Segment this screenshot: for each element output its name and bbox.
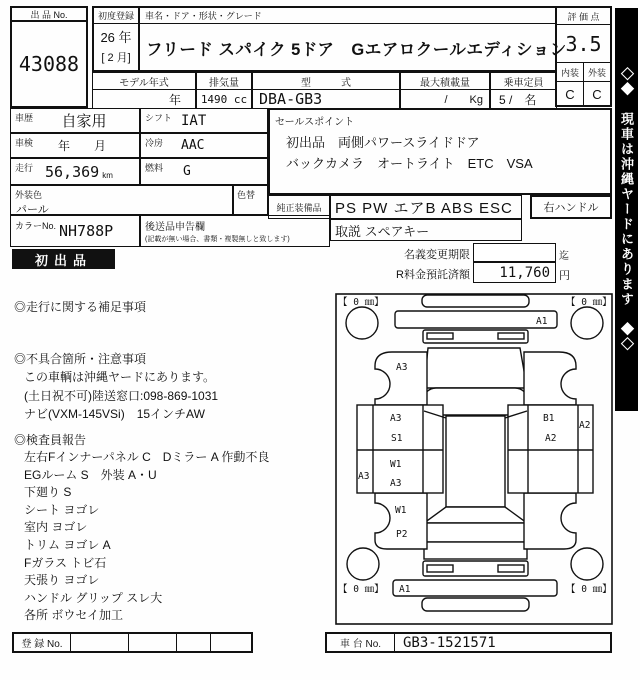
registration-cell <box>211 634 251 651</box>
label-front-left-fender: A3 <box>396 362 408 373</box>
equipment-value: PS PW エアB ABS ESC <box>330 195 522 219</box>
color-change-label: 色替 <box>237 190 256 200</box>
front-left-fender-shape <box>375 352 427 405</box>
okinawa-banner-text: ◇◆ 現車は沖縄ヤードにあります ◆◇ <box>619 67 634 352</box>
grade-score-box <box>555 6 612 107</box>
shift-label: シフト <box>145 113 173 123</box>
late-items-box <box>140 215 330 247</box>
vehicle-history-cell <box>10 108 140 133</box>
chassis-number-table <box>325 632 612 653</box>
exterior-color: パール <box>16 204 49 216</box>
first-registration-year: 26 年 <box>100 29 132 45</box>
label-rear-bumper: A1 <box>399 584 411 595</box>
inspection-label: 車検 <box>15 138 34 148</box>
recycle-deposit-amount: 11,760 <box>473 262 556 283</box>
tread-front-left-label: 【 0 ㎜】 <box>338 297 384 308</box>
lot-number: 43088 <box>10 20 88 108</box>
registration-number-table <box>12 632 253 653</box>
chassis-number-label: 車 台 No. <box>327 634 395 651</box>
recycle-deposit-label: R料金預託済額 <box>396 269 470 281</box>
registration-cell <box>177 634 211 651</box>
headlight-right <box>498 333 524 339</box>
interior-grade: C <box>557 82 584 106</box>
inspector-line: トリム ヨゴレ A <box>24 537 111 552</box>
inspector-report-title: ◎検査員報告 <box>14 433 87 447</box>
inspector-line: 左右Fインナーパネル C Dミラー A 作動不良 <box>24 450 270 464</box>
displacement-value: 1490 cc <box>196 89 252 109</box>
defect-line: (土日祝不可)陸送窓口:098-869-1031 <box>24 388 219 403</box>
model-code-label: 型 式 <box>252 72 400 90</box>
label-left-front-door-2: S1 <box>391 433 403 444</box>
label-left-quarter-2: P2 <box>396 529 408 540</box>
label-right-slide-door-2: A2 <box>545 433 557 444</box>
registration-cell <box>71 634 129 651</box>
exterior-color-label: 外装色 <box>15 190 43 200</box>
inspector-line: ハンドル グリップ スレ大 <box>24 590 163 605</box>
late-items-note: (記載が無い場合、書類・複製無しと致します) <box>145 236 290 243</box>
mileage-note-title: ◎走行に関する補足事項 <box>14 300 147 314</box>
defect-notes <box>24 368 218 424</box>
sales-points-box <box>268 108 612 195</box>
registration-number-label: 登 録 No. <box>14 634 71 651</box>
taillight-right <box>498 565 524 572</box>
mileage-cell <box>10 158 140 185</box>
transfer-deadline-label: 名義変更期限 <box>404 249 470 261</box>
sales-points-line1: 初出品 両側パワースライドドア <box>286 135 480 150</box>
model-year-value: 年 <box>92 89 196 109</box>
first-registration-month: [ 2 月] <box>101 52 131 64</box>
recycle-deposit-unit: 円 <box>559 270 570 282</box>
car-damage-diagram <box>331 290 613 630</box>
label-left-front-door-1: A3 <box>390 413 402 424</box>
tread-front-right-label: 【 0 ㎜】 <box>566 297 612 308</box>
color-number-cell <box>10 215 140 247</box>
defect-line: この車輌は沖縄ヤードにあります。 <box>24 370 216 384</box>
chassis-number: GB3-1521571 <box>403 634 496 651</box>
vehicle-history-label: 車歴 <box>15 113 34 123</box>
exterior-grade: C <box>592 86 602 102</box>
headlight-left <box>427 333 453 339</box>
equipment-label: 純正装備品 <box>268 195 330 219</box>
windshield-shape <box>424 348 527 388</box>
tread-rear-left-label: 【 0 ㎜】 <box>338 584 384 595</box>
label-left-quarter-1: W1 <box>395 505 407 516</box>
color-number: NH788P <box>59 222 114 240</box>
fuel-label: 燃料 <box>145 163 164 173</box>
inspector-line: Fガラス トビ石 <box>24 555 107 570</box>
rear-hatch-upper <box>424 523 527 542</box>
inspection-cell <box>10 133 140 158</box>
max-load-value: / Kg <box>400 89 490 109</box>
shift-value: IAT <box>181 112 207 129</box>
taillight-left <box>427 565 453 572</box>
label-left-sill: A3 <box>358 471 370 482</box>
front-right-fender-shape <box>524 352 576 405</box>
capacity-value: 5 / 名 <box>490 89 557 109</box>
label-left-slide-door-1: W1 <box>390 459 402 470</box>
label-left-slide-door-2: A3 <box>390 478 402 489</box>
color-number-label: カラーNo. <box>15 221 57 231</box>
roof-shape <box>446 416 505 507</box>
vehicle-name-box <box>138 6 567 72</box>
mileage-value: 56,369 <box>45 162 100 181</box>
exterior-label: 外装 <box>587 67 606 78</box>
mileage-label: 走行 <box>15 163 34 173</box>
grade-score: 3.5 <box>557 25 610 63</box>
late-items-label: 後送品申告欄 <box>145 222 205 233</box>
capacity-label: 乗車定員 <box>490 72 557 90</box>
model-year-label: モデル年式 <box>92 72 196 90</box>
first-registration-box <box>92 6 140 72</box>
inspector-line: EGルーム S 外装 A・U <box>24 467 157 482</box>
model-code-value: DBA-GB3 <box>252 89 400 109</box>
shift-cell <box>140 108 268 133</box>
inspector-line: 室内 ヨゴレ <box>24 520 88 535</box>
registration-cell <box>129 634 177 651</box>
rear-left-quarter-shape <box>375 493 427 549</box>
ac-label: 冷房 <box>145 138 164 148</box>
ac-cell <box>140 133 268 158</box>
rear-hatch-lower <box>424 542 527 559</box>
rear-right-quarter-shape <box>524 493 576 549</box>
rear-bumper-shape <box>393 580 557 596</box>
rear-lower-bar <box>422 598 529 611</box>
transfer-deadline-suffix: 迄 <box>559 251 569 262</box>
fuel-cell <box>140 158 268 185</box>
inspector-line: 天張り ヨゴレ <box>24 573 100 588</box>
tread-rear-right-label: 【 0 ㎜】 <box>566 584 612 595</box>
vehicle-history: 自家用 <box>61 113 107 130</box>
interior-label: 内装 <box>557 63 584 81</box>
ac-value: AAC <box>181 138 205 153</box>
label-right-sill: A2 <box>579 420 591 431</box>
displacement-label: 排気量 <box>196 72 252 90</box>
first-registration-label: 初度登録 <box>94 8 138 24</box>
manual-sparekey: 取説 スペアキー <box>330 219 522 241</box>
first-listing-badge: 初出品 <box>12 249 115 269</box>
color-change-cell <box>233 185 268 215</box>
front-bumper-shape <box>395 311 557 328</box>
vehicle-name: フリード スパイク 5ドア Gエアロクールエディション <box>146 40 567 59</box>
tire-front-right <box>571 307 603 339</box>
inspector-line: シート ヨゴレ <box>24 502 100 517</box>
sales-points-line2: バックカメラ オートライト ETC VSA <box>286 156 533 171</box>
exterior-color-cell <box>10 185 233 215</box>
max-load-label: 最大積載量 <box>400 72 490 90</box>
label-right-slide-door-1: B1 <box>543 413 555 424</box>
tire-front-left <box>346 307 378 339</box>
okinawa-banner <box>615 8 638 411</box>
inspection-value: 年 月 <box>57 139 106 153</box>
tire-rear-left <box>347 548 379 580</box>
inspector-report <box>24 449 269 625</box>
fuel-value: G <box>183 164 191 179</box>
defect-notes-title: ◎不具合箇所・注意事項 <box>14 352 147 366</box>
defect-line: ナビ(VXM-145VSi) 15インチAW <box>24 407 205 421</box>
inspector-line: 各所 ボウセイ加工 <box>24 608 123 623</box>
label-front-bumper: A1 <box>536 316 548 327</box>
mileage-unit: km <box>102 171 113 180</box>
lot-number-label: 出 品 No. <box>10 6 88 22</box>
grade-score-label: 評 価 点 <box>557 8 610 25</box>
steering-position: 右ハンドル <box>530 195 612 219</box>
transfer-deadline-field <box>473 243 556 262</box>
rear-window-shape <box>424 507 527 523</box>
tire-rear-right <box>571 548 603 580</box>
front-grille-shape <box>422 295 529 307</box>
inspector-line: 下廻り S <box>24 485 72 500</box>
sales-points-label: セールスポイント <box>275 117 355 128</box>
vehicle-name-label: 車名・ドア・形状・グレード <box>140 8 555 24</box>
